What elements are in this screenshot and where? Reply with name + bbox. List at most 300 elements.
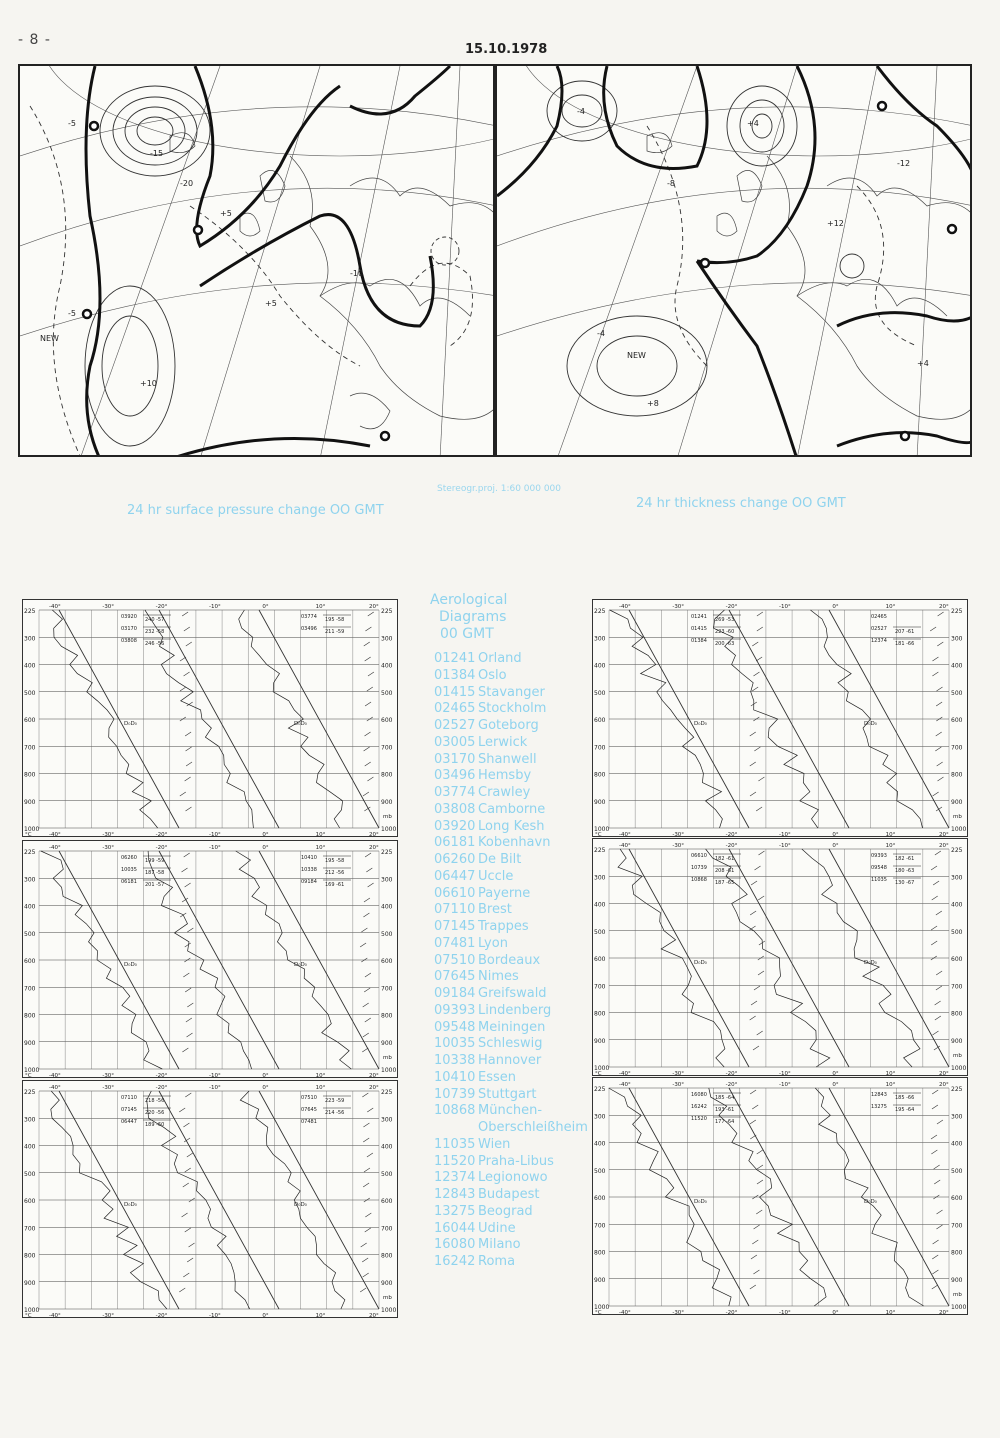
wind-barb [186, 642, 192, 646]
projection-note: Stereogr.proj. 1:60 000 000 [437, 484, 562, 494]
temperature-tick-label: -20° [725, 832, 738, 837]
temperature-tick-label: -20° [155, 1313, 168, 1318]
wind-barb [936, 732, 942, 736]
station-list [434, 651, 588, 1271]
station-id-label: 07481 [301, 1119, 317, 1125]
wind-barb [750, 1285, 756, 1289]
station-name: Udine [478, 1220, 516, 1236]
station-item [434, 819, 588, 836]
temperature-tick-label: -20° [725, 843, 738, 849]
aerological-diagram-right-top [592, 599, 968, 837]
tropopause-value: 214 -56 [325, 1110, 345, 1116]
pressure-tick-label: 800 [24, 1252, 36, 1260]
page-number: - 8 - [18, 32, 51, 48]
pressure-tick-label: 225 [24, 1089, 36, 1096]
station-code: 03170 [434, 751, 476, 767]
wind-barb [932, 1270, 938, 1274]
station-code: 09184 [434, 986, 476, 1001]
pressure-tick-label: 800 [24, 1012, 36, 1020]
tropopause-value: 185 -64 [715, 1095, 735, 1101]
station-code: 02527 [434, 718, 476, 733]
pressure-tick-label: 700 [951, 983, 963, 991]
contour-label: +8 [647, 399, 659, 408]
wind-barb [365, 853, 371, 857]
pressure-unit: mb [383, 1295, 392, 1301]
wind-barb [362, 1093, 368, 1097]
wind-barb [756, 657, 762, 661]
aerological-diagram-right-bottom [592, 1077, 968, 1315]
temperature-tick-label: -10° [209, 845, 221, 851]
tropopause-value: 269 -53 [715, 617, 735, 623]
wind-barb [183, 1273, 189, 1277]
station-code: 01384 [434, 667, 476, 683]
pressure-tick-label: 600 [381, 1198, 393, 1205]
station-name: Milano [478, 1237, 521, 1253]
temperature-tick-label: 10° [885, 843, 896, 849]
pressure-tick-label: 500 [594, 689, 606, 697]
wind-barb [361, 928, 367, 932]
temperature-unit: °C [25, 832, 32, 837]
temperature-tick-label: 0° [262, 604, 269, 610]
pressure-tick-label: 500 [381, 930, 393, 938]
wind-barb [931, 866, 937, 870]
temperature-tick-label: -20° [725, 1310, 738, 1315]
contour-label: -5 [68, 309, 76, 318]
pressure-tick-label: 800 [594, 1010, 606, 1018]
pressure-tick-label: 500 [951, 689, 963, 697]
temperature-tick-label: 10° [315, 604, 326, 610]
contour-label: -5 [68, 119, 76, 128]
station-id-label: 07145 [121, 1107, 137, 1113]
station-name: Brest [478, 902, 512, 918]
pressure-unit: mb [383, 1055, 392, 1061]
pressure-tick-label: 225 [951, 1086, 963, 1093]
wind-barb [366, 868, 372, 872]
temperature-tick-label: -30° [102, 1073, 115, 1078]
contour-label: +10 [140, 379, 157, 388]
temperature-tick-label: 0° [832, 832, 839, 837]
station-id-label: 12374 [871, 638, 887, 644]
temperature-tick-label: -10° [209, 832, 221, 837]
wind-barb [758, 777, 764, 781]
temperature-tick-label: -10° [779, 604, 791, 610]
pressure-tick-label: 225 [24, 849, 36, 856]
page-date: 15.10.1978 [465, 42, 548, 57]
pressure-tick-label: 400 [951, 1140, 963, 1148]
pressure-tick-label: 800 [951, 1249, 963, 1257]
station-item [434, 1254, 588, 1271]
temperature-tick-label: 10° [315, 832, 326, 837]
pressure-tick-label: 300 [24, 635, 36, 643]
pressure-tick-label: 1000 [24, 1067, 40, 1074]
wind-barb [751, 881, 757, 885]
station-id-label: 11520 [691, 1116, 707, 1122]
temperature-tick-label: -40° [49, 845, 61, 851]
station-code: 01415 [434, 684, 476, 700]
wind-barb [185, 988, 191, 992]
tropopause-value: 220 -56 [145, 1110, 165, 1116]
wind-barb [364, 898, 370, 902]
wind-barb [937, 687, 943, 691]
wind-barb [184, 853, 190, 857]
contour-label: +5 [265, 299, 277, 308]
wind-barb [180, 687, 186, 691]
wind-barb [183, 1123, 189, 1127]
wind-barb [932, 672, 938, 676]
tropopause-value: 246 -56 [145, 641, 165, 647]
temperature-tick-label: -30° [102, 832, 115, 837]
dew-point-marker: D₀D₀ [694, 1199, 707, 1205]
temperature-tick-label: -20° [725, 1082, 738, 1088]
station-item [434, 685, 588, 702]
temperature-tick-label: 20° [939, 604, 949, 610]
wind-barb [753, 1046, 759, 1050]
wind-barb [931, 926, 937, 930]
wind-barb [758, 851, 764, 855]
station-code: 07510 [434, 952, 476, 968]
contour-label: -10 [350, 269, 364, 278]
pressure-tick-label: 600 [951, 956, 963, 963]
wind-barb [932, 1090, 938, 1094]
pressure-tick-label: 800 [24, 771, 36, 779]
skew-t-chart [593, 839, 968, 1076]
wind-barb [184, 672, 190, 676]
dew-point-marker: D₀D₀ [124, 721, 137, 727]
wind-barb [365, 627, 371, 631]
station-code: 03496 [434, 768, 476, 784]
station-id-label: 03774 [301, 614, 317, 620]
skew-t-chart [23, 1081, 398, 1318]
tropopause-value: 169 -61 [325, 882, 345, 888]
pressure-tick-label: 500 [594, 1167, 606, 1175]
wind-barb [757, 627, 763, 631]
wind-barb [750, 1016, 756, 1020]
station-name-cont: Oberschleißheim [478, 1120, 588, 1135]
wind-barb [368, 612, 374, 616]
station-name: Meiningen [478, 1019, 546, 1035]
wind-barb [750, 1090, 756, 1094]
wind-barb [756, 807, 762, 811]
pressure-tick-label: 600 [24, 1198, 36, 1205]
station-item [434, 1070, 588, 1087]
station-id-label: 06610 [691, 853, 707, 859]
station-id-label: 06260 [121, 855, 137, 861]
dew-point-marker: D₀D₀ [294, 962, 307, 968]
wind-barb [933, 1031, 939, 1035]
station-code: 10739 [434, 1086, 476, 1102]
wind-barb [935, 851, 941, 855]
pressure-tick-label: 500 [594, 928, 606, 936]
station-name: Wien [478, 1136, 511, 1152]
tropopause-value: 199 -59 [145, 858, 165, 864]
wind-barb [754, 747, 760, 751]
station-name: Greifswald [478, 986, 547, 1001]
aerological-title-line1: Aerological [430, 592, 508, 608]
temperature-tick-label: 10° [885, 1082, 896, 1088]
wind-barb [937, 1120, 943, 1124]
station-item [434, 768, 588, 785]
pressure-unit: mb [953, 814, 962, 820]
station-id-label: 07110 [121, 1095, 137, 1101]
pressure-tick-label: 700 [24, 1225, 36, 1233]
tropopause-value: 189 -60 [145, 1122, 165, 1128]
station-item [434, 953, 588, 970]
pressure-tick-label: 900 [381, 1279, 393, 1287]
temperature-tick-label: 10° [315, 1073, 326, 1078]
temperature-tick-label: 10° [885, 832, 896, 837]
tropopause-value: 240 -57 [145, 617, 165, 623]
station-id-label: 09184 [301, 879, 317, 885]
pressure-tick-label: 600 [594, 956, 606, 963]
temperature-tick-label: 0° [262, 845, 269, 851]
pressure-tick-label: 800 [951, 771, 963, 779]
station-name: Legionowo [478, 1170, 548, 1186]
new-label: NEW [627, 351, 646, 360]
wind-barb [367, 687, 373, 691]
station-code: 06260 [434, 852, 476, 867]
wind-barb [367, 1153, 373, 1157]
station-id-label: 07510 [301, 1095, 317, 1101]
pressure-tick-label: 900 [24, 798, 36, 806]
pressure-tick-label: 700 [24, 985, 36, 993]
wind-barb [752, 642, 758, 646]
wind-barb [751, 1255, 757, 1259]
wind-barb [758, 971, 764, 975]
wind-barb [935, 747, 941, 751]
pressure-tick-label: 500 [951, 928, 963, 936]
contour-label: -4 [577, 107, 585, 116]
station-code: 07645 [434, 969, 476, 985]
wind-barb [754, 1225, 760, 1229]
station-id-label: 01384 [691, 638, 707, 644]
dew-point-marker: D₀D₀ [294, 1202, 307, 1208]
wind-barb [185, 732, 191, 736]
station-code: 12843 [434, 1187, 476, 1202]
temperature-unit: °C [595, 1310, 602, 1315]
wind-barb [361, 1243, 367, 1247]
wind-barb [362, 1258, 368, 1262]
pressure-tick-label: 225 [951, 847, 963, 854]
station-id-label: 13275 [871, 1104, 887, 1110]
pressure-tick-label: 1000 [951, 826, 967, 833]
tropopause-value: 180 -63 [895, 868, 915, 874]
tropopause-value: 232 -58 [145, 629, 165, 635]
wind-barb [363, 1033, 369, 1037]
wind-barb [936, 986, 942, 990]
pressure-tick-label: 400 [24, 1143, 36, 1151]
station-id-label: 03496 [301, 626, 317, 632]
temperature-tick-label: -20° [155, 1073, 168, 1078]
temperature-tick-label: -30° [102, 1313, 115, 1318]
station-item [434, 668, 588, 685]
pressure-tick-label: 225 [594, 608, 606, 615]
station-code: 11035 [434, 1136, 476, 1152]
temperature-tick-label: -30° [672, 832, 685, 837]
station-item [434, 802, 588, 819]
pressure-tick-label: 300 [594, 874, 606, 882]
wind-barb [932, 657, 938, 661]
station-id-label: 06447 [121, 1119, 137, 1125]
pressure-tick-label: 600 [381, 958, 393, 965]
temperature-tick-label: -10° [779, 832, 791, 837]
wind-barb [933, 1240, 939, 1244]
tropopause-value: 130 -67 [895, 880, 915, 886]
wind-barb [752, 1105, 758, 1109]
station-item [434, 1187, 588, 1204]
station-item [434, 1087, 588, 1104]
pressure-tick-label: 300 [381, 876, 393, 884]
station-item [434, 1003, 588, 1020]
temperature-tick-label: 10° [315, 1313, 326, 1318]
temperature-tick-label: -10° [209, 1085, 221, 1091]
temperature-tick-label: -40° [619, 1310, 631, 1315]
temperature-tick-label: 0° [262, 832, 269, 837]
station-item [434, 1103, 588, 1137]
station-id-label: 10338 [301, 867, 317, 873]
aerological-diagram-left-top [22, 599, 398, 837]
wind-barb [936, 911, 942, 915]
wind-barb [186, 807, 192, 811]
pressure-tick-label: 400 [951, 901, 963, 909]
wind-barb [752, 687, 758, 691]
wind-barb [750, 1135, 756, 1139]
station-code: 16044 [434, 1220, 476, 1236]
wind-barb [187, 1258, 193, 1262]
temperature-tick-label: 20° [369, 1085, 379, 1091]
pressure-tick-label: 225 [594, 847, 606, 854]
station-id-label: 01241 [691, 614, 707, 620]
temperature-tick-label: 20° [939, 1082, 949, 1088]
station-name: Nimes [478, 969, 519, 985]
wind-barb [932, 1255, 938, 1259]
wind-barb [185, 1228, 191, 1232]
wind-barb [933, 881, 939, 885]
station-code: 03808 [434, 801, 476, 817]
station-name: Lerwick [478, 734, 528, 750]
wind-barb [750, 1120, 756, 1124]
wind-barb [363, 1183, 369, 1187]
station-item [434, 1170, 588, 1187]
temperature-tick-label: -40° [49, 832, 61, 837]
tropopause-value: 211 -59 [325, 629, 345, 635]
station-id-label: 10868 [691, 877, 707, 883]
station-item [434, 886, 588, 903]
station-code: 07110 [434, 902, 476, 918]
thickness-caption: 24 hr thickness change OO GMT [636, 496, 846, 511]
station-name: Crawley [478, 785, 531, 800]
temperature-tick-label: -20° [155, 832, 168, 837]
dew-point-marker: D₀D₀ [124, 962, 137, 968]
wind-barb [363, 913, 369, 917]
station-code: 06181 [434, 835, 476, 851]
temperature-tick-label: 10° [315, 1085, 326, 1091]
pressure-tick-label: 400 [24, 903, 36, 911]
tropopause-value: 187 -65 [715, 880, 735, 886]
wind-barb [750, 762, 756, 766]
station-id-label: 16242 [691, 1104, 707, 1110]
thickness-map-drawing [497, 66, 972, 457]
wind-barb [750, 792, 756, 796]
wind-barb [752, 1240, 758, 1244]
wind-barb [365, 702, 371, 706]
pressure-tick-label: 900 [594, 1276, 606, 1284]
wind-barb [934, 1180, 940, 1184]
temperature-tick-label: -20° [155, 1085, 168, 1091]
pressure-tick-label: 700 [594, 983, 606, 991]
wind-barb [185, 1168, 191, 1172]
station-id-label: 12843 [871, 1092, 887, 1098]
pressure-tick-label: 300 [951, 874, 963, 882]
temperature-tick-label: 0° [832, 1082, 839, 1088]
contour-label: -15 [150, 149, 164, 158]
tropopause-value: 182 -61 [715, 856, 735, 862]
station-id-label: 01415 [691, 626, 707, 632]
temperature-tick-label: 10° [885, 604, 896, 610]
wind-barb [364, 988, 370, 992]
station-name: Schleswig [478, 1036, 543, 1052]
pressure-tick-label: 1000 [594, 1304, 610, 1311]
station-id-label: 09548 [871, 865, 887, 871]
pressure-tick-label: 700 [594, 744, 606, 752]
station-code: 10338 [434, 1053, 476, 1068]
station-id-label: 11035 [871, 877, 887, 883]
temperature-tick-label: -30° [672, 1082, 685, 1088]
station-item [434, 1137, 588, 1154]
contour-label: -12 [897, 159, 911, 168]
wind-barb [185, 883, 191, 887]
wind-barb [757, 612, 763, 616]
wind-barb [755, 866, 761, 870]
wind-barb [186, 747, 192, 751]
aerological-diagram-left-bottom [22, 1080, 398, 1318]
dew-point-marker: D₀D₀ [124, 1202, 137, 1208]
temperature-tick-label: -40° [49, 604, 61, 610]
pressure-tick-label: 1000 [24, 826, 40, 833]
temperature-tick-label: -30° [672, 1310, 685, 1315]
pressure-tick-label: 400 [381, 662, 393, 670]
aerological-diagram-right-mid [592, 838, 968, 1076]
wind-barb [363, 1123, 369, 1127]
temperature-tick-label: -10° [209, 1313, 221, 1318]
temperature-tick-label: 0° [832, 604, 839, 610]
station-id-label: 07645 [301, 1107, 317, 1113]
pressure-tick-label: 300 [381, 1116, 393, 1124]
pressure-tick-label: 1000 [24, 1307, 40, 1314]
station-code: 03774 [434, 785, 476, 800]
new-label: NEW [40, 334, 59, 343]
wind-barb [753, 672, 759, 676]
pressure-tick-label: 225 [381, 849, 393, 856]
temperature-tick-label: -20° [725, 1071, 738, 1076]
temperature-tick-label: 20° [939, 843, 949, 849]
station-code: 16242 [434, 1254, 476, 1269]
wind-barb [931, 941, 937, 945]
thickness-change-map [495, 64, 972, 457]
temperature-tick-label: 20° [369, 1073, 379, 1078]
pressure-tick-label: 800 [381, 771, 393, 779]
tropopause-value: 208 -61 [715, 868, 735, 874]
station-code: 16080 [434, 1237, 476, 1253]
pressure-tick-label: 900 [594, 798, 606, 806]
pressure-tick-label: 300 [381, 635, 393, 643]
pressure-tick-label: 800 [381, 1012, 393, 1020]
surface-pressure-map-drawing [20, 66, 495, 457]
station-code: 11520 [434, 1153, 476, 1169]
station-item [434, 919, 588, 936]
pressure-tick-label: 600 [951, 1195, 963, 1202]
station-id-label: 10035 [121, 867, 137, 873]
temperature-tick-label: -40° [619, 1071, 631, 1076]
